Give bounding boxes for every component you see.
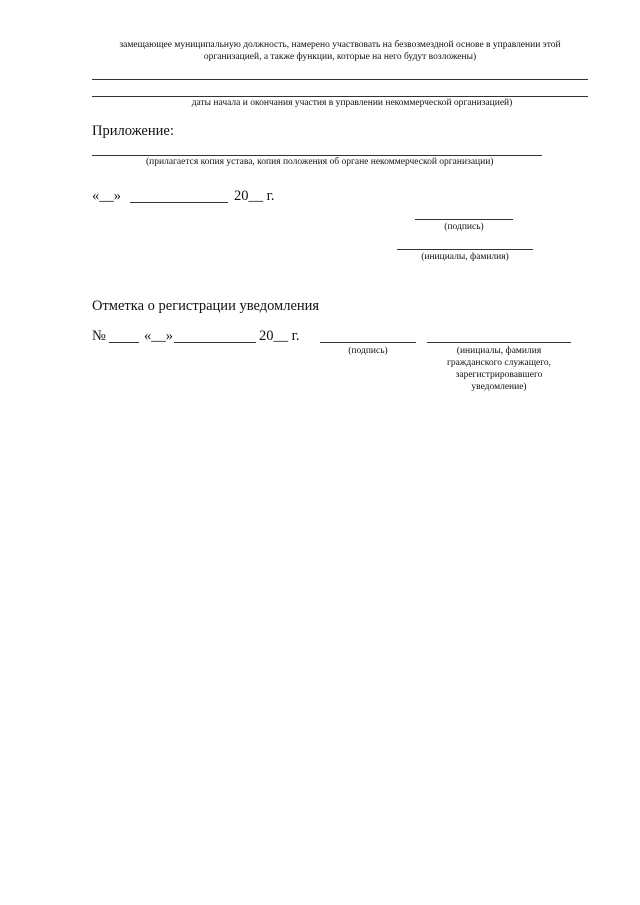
registration-year xyxy=(259,327,300,345)
date-line xyxy=(92,187,121,205)
registration-quote-close: » xyxy=(165,328,173,344)
registration-year-blank: __ xyxy=(273,328,288,344)
fill-line-1 xyxy=(92,79,588,80)
date-year-suffix: г. xyxy=(266,188,275,204)
top-text-line-2: организацией, а также функции, которые на него будут возложены) xyxy=(203,52,477,62)
registration-month-line xyxy=(174,342,256,343)
registration-official-caption-line-3: зарегистрировавшего xyxy=(455,370,543,380)
registration-signature-line xyxy=(320,342,416,343)
date-month-line xyxy=(130,202,228,203)
registration-day-blank: __ xyxy=(151,328,166,344)
signature-caption: (подпись) xyxy=(444,222,484,232)
signature-line xyxy=(415,219,513,220)
name-line xyxy=(397,249,533,250)
registration-quote-open: « xyxy=(144,328,152,344)
registration-number-sign: № xyxy=(92,328,106,344)
date-year-prefix: 20 xyxy=(234,188,249,204)
registration-number-line xyxy=(109,342,139,343)
registration-signature-caption: (подпись) xyxy=(348,346,388,356)
name-caption: (инициалы, фамилия) xyxy=(421,252,509,262)
date-quote-close: » xyxy=(113,188,121,204)
date-year xyxy=(234,187,275,205)
registration-official-caption xyxy=(427,345,571,393)
appendix-caption: (прилагается копия устава, копия положения об органе некоммерческой организации) xyxy=(146,157,494,167)
top-text-line-1: замещающее муниципальную должность, намерено участвовать на безвозмездной основе в управлении этой xyxy=(119,40,561,50)
appendix-heading: Приложение: xyxy=(92,123,174,139)
dates-caption: даты начала и окончания участия в управлении некоммерческой организацией) xyxy=(191,98,513,108)
registration-official-caption-line-4: уведомление) xyxy=(471,382,527,392)
registration-official-caption-line-2: гражданского служащего, xyxy=(446,358,552,368)
date-quote-open: « xyxy=(92,188,100,204)
registration-year-prefix: 20 xyxy=(259,328,274,344)
registration-official-caption-line-1: (инициалы, фамилия xyxy=(456,346,542,356)
registration-heading: Отметка о регистрации уведомления xyxy=(92,298,320,314)
date-year-blank: __ xyxy=(248,188,263,204)
registration-year-suffix: г. xyxy=(291,328,300,344)
date-day-blank: __ xyxy=(99,188,114,204)
registration-official-line xyxy=(427,342,571,343)
registration-date xyxy=(144,327,173,345)
